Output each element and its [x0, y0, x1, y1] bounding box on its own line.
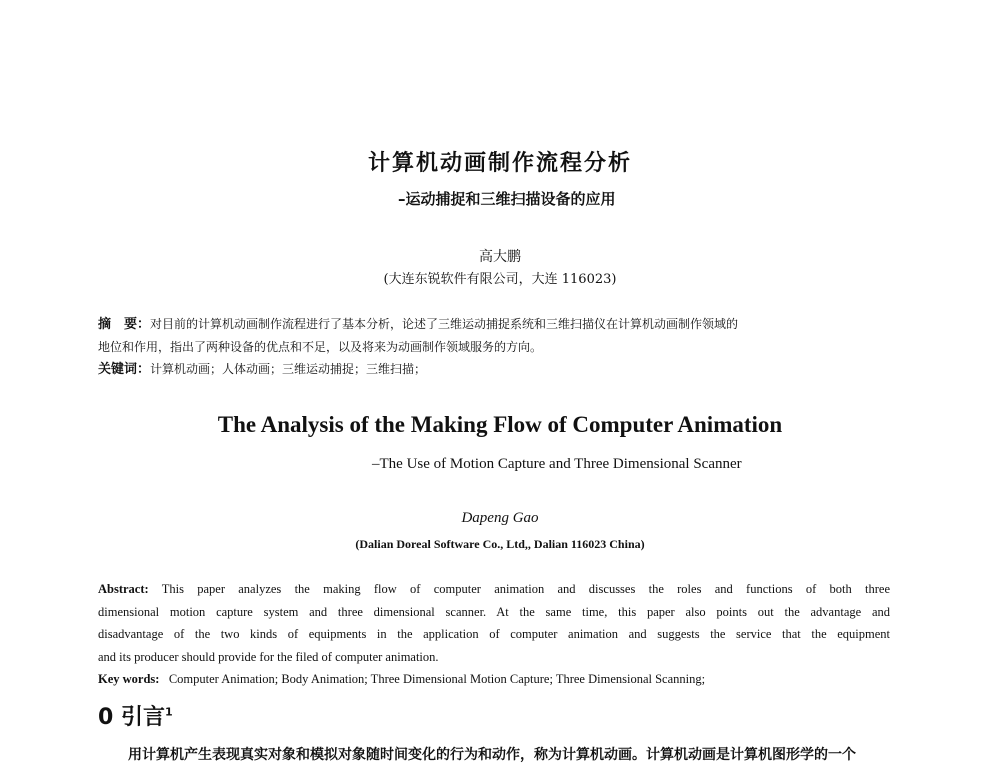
english-abstract-label: Abstract:	[98, 582, 149, 596]
english-abstract-text-line-3: disadvantage of the two kinds of equipments in the application of computer animation and suggests the service that the equipment	[98, 627, 890, 641]
english-keywords: Computer Animation; Body Animation; Three Dimensional Motion Capture; Three Dimensional Scanning;	[168, 672, 706, 686]
english-author: Dapeng Gao	[461, 510, 539, 526]
chinese-keywords-label: 关键词：	[98, 362, 151, 377]
section-heading-text: 0 引言	[98, 705, 165, 730]
english-title: The Analysis of the Making Flow of Computer Animation	[217, 412, 783, 437]
footnote-marker: 1	[164, 705, 173, 719]
chinese-author: 高大鹏	[479, 249, 521, 265]
section-heading	[98, 700, 173, 731]
english-abstract	[98, 578, 890, 691]
english-abstract-text-line-2: dimensional motion capture system and three dimensional scanner. At the same time, this paper also points out the advantage and	[98, 604, 890, 619]
english-abstract-text-line-1: This paper analyzes the making flow of computer animation and discusses the roles and functions of both three	[161, 582, 890, 596]
chinese-abstract-text-line-2: 地位和作用，指出了两种设备的优点和不足，以及将来为动画制作领域服务的方向。	[98, 340, 543, 354]
english-affiliation: (Dalian Doreal Software Co., Ltd,, Dalian 116023 China)	[355, 537, 645, 551]
body-text-line-1: 用计算机产生表现真实对象和模拟对象随时间变化的行为和动作，称为计算机动画。计算机动画是计算机图形学的一个	[128, 747, 856, 763]
english-abstract-text-line-4: and its producer should provide for the filed of computer animation.	[98, 649, 439, 664]
english-subtitle: –The Use of Motion Capture and Three Dimensional Scanner	[372, 456, 742, 472]
chinese-title: 计算机动画制作流程分析	[367, 151, 632, 176]
chinese-abstract-text-line-1: 对目前的计算机动画制作流程进行了基本分析，论述了三维运动捕捉系统和三维扫描仪在计算机动画制作领域的	[150, 317, 739, 331]
english-keywords-label: Key words:	[98, 672, 160, 686]
chinese-affiliation: (大连东锐软件有限公司，大连 116023)	[383, 272, 617, 287]
chinese-abstract	[98, 313, 898, 381]
chinese-keywords: 计算机动画；人体动画；三维运动捕捉；三维扫描；	[150, 362, 427, 376]
chinese-subtitle: –运动捕捉和三维扫描设备的应用	[398, 190, 616, 208]
chinese-abstract-label: 摘 要：	[98, 317, 151, 332]
